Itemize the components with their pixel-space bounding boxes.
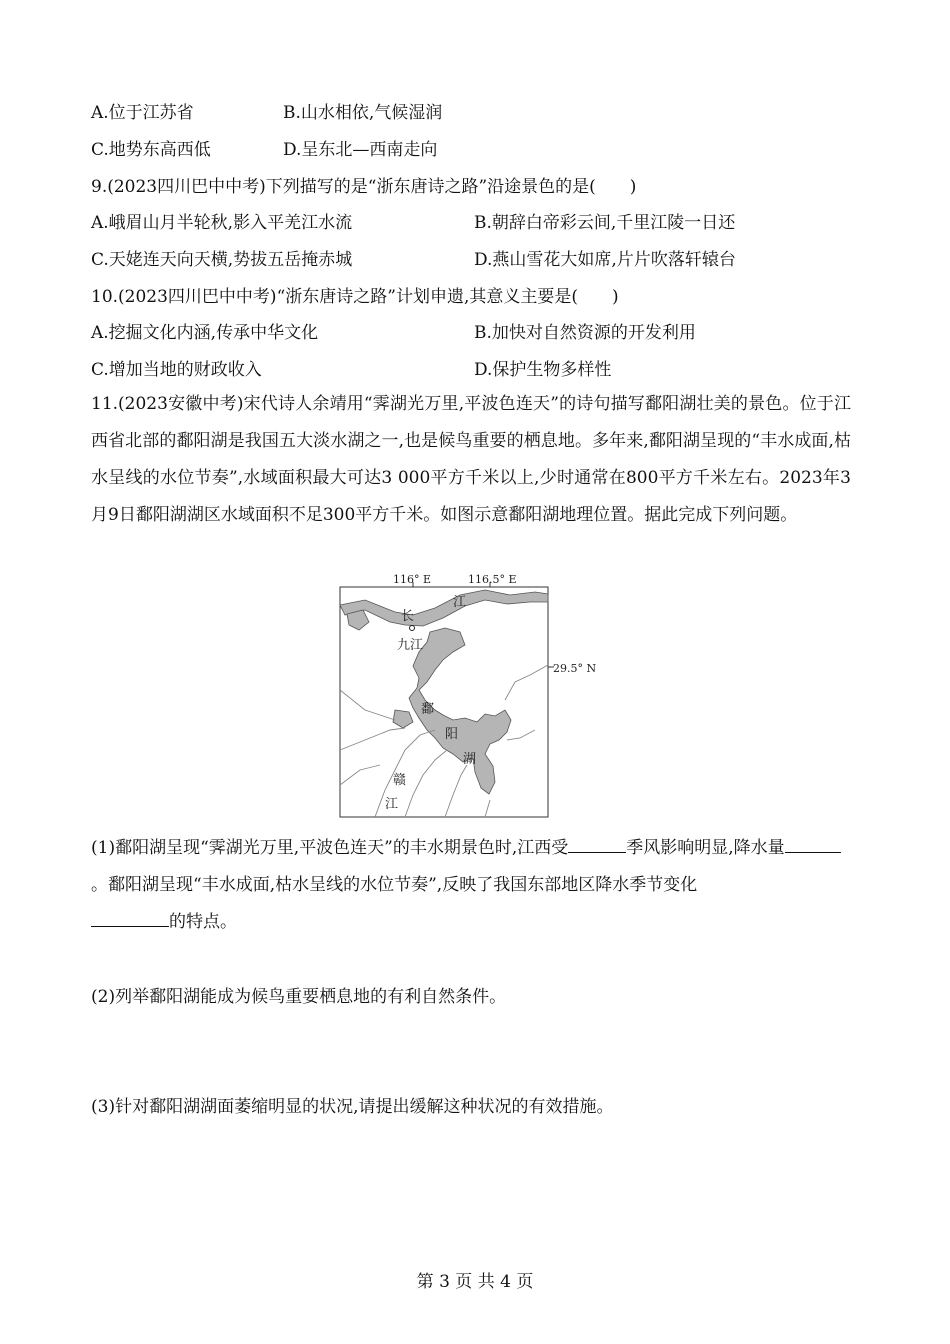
map-frame — [340, 587, 548, 817]
q9-option-b: B.朝辞白帝彩云间,千里江陵一日还 — [474, 213, 736, 233]
q11-sub1-part1: (1)鄱阳湖呈现“霁湖光万里,平波色连天”的丰水期景色时,江西受 — [91, 838, 569, 858]
poyang-label-po: 鄱 — [421, 702, 435, 717]
q10-option-a: A.挖掘文化内涵,传承中华文化 — [91, 323, 319, 343]
yangtze-river-shape — [340, 590, 548, 626]
q8-option-b: B.山水相依,气候湿润 — [283, 103, 443, 123]
poyang-label-hu: 湖 — [463, 752, 477, 767]
q9-option-a: A.峨眉山月半轮秋,影入平羌江水流 — [91, 213, 353, 233]
q11-sub3: (3)针对鄱阳湖湖面萎缩明显的状况,请提出缓解这种状况的有效措施。 — [91, 1097, 614, 1117]
q10-stem: 10.(2023四川巴中中考)“浙东唐诗之路”计划申遗,其意义主要是( ) — [91, 287, 619, 307]
poyang-lake-map — [335, 570, 605, 822]
q9-stem: 9.(2023四川巴中中考)下列描写的是“浙东唐诗之路”沿途景色的是( ) — [91, 177, 637, 197]
q10-option-b: B.加快对自然资源的开发利用 — [474, 323, 696, 343]
yangtze-label-chang: 长 — [401, 609, 415, 624]
q11-sub1-part3: 。鄱阳湖呈现“丰水成面,枯水呈线的水位节奏”,反映了我国东部地区降水季节变化 — [91, 875, 698, 895]
q8-option-a: A.位于江苏省 — [91, 103, 194, 123]
latitude-29-5-label: 29.5° N — [553, 662, 597, 675]
ganjiang-label-jiang: 江 — [385, 797, 399, 812]
longitude-116-label: 116° E — [393, 573, 432, 586]
poyang-label-yang: 阳 — [445, 727, 459, 742]
blank-monsoon[interactable] — [568, 834, 626, 853]
longitude-116-5-label: 116.5° E — [468, 573, 517, 586]
q8-option-d: D.呈东北—西南走向 — [283, 140, 438, 160]
q10-option-d: D.保护生物多样性 — [474, 360, 612, 380]
q11-sub1-part4: 的特点。 — [169, 912, 237, 932]
jiujiang-label: 九江 — [397, 638, 424, 653]
ganjiang-label-gan: 赣 — [393, 773, 407, 788]
blank-precipitation[interactable] — [785, 834, 841, 853]
q11-stem: 11.(2023安徽中考)宋代诗人余靖用“霁湖光万里,平波色连天”的诗句描写鄱阳湖壮美的景色。位于江西省北部的鄱阳湖是我国五大淡水湖之一,也是候鸟重要的栖息地。多年来,鄱阳湖呈现的“丰水成面,枯水呈线的水位节奏”,水域面积最大可达3 000平方千米以上,少时通常在800平方千米左右。2023年3月9日鄱阳湖湖区水域面积不足300平方千米。如图示意鄱阳湖地理位置。据此完成下列问题。 — [91, 394, 851, 525]
q9-option-c: C.天姥连天向天横,势拔五岳掩赤城 — [91, 250, 353, 270]
q11-sub1-part2: 季风影响明显,降水量 — [626, 838, 785, 858]
page-footer: 第 3 页 共 4 页 — [416, 1272, 534, 1292]
q10-option-c: C.增加当地的财政收入 — [91, 360, 262, 380]
yangtze-label-jiang: 江 — [453, 595, 467, 610]
jiujiang-city-marker — [410, 626, 415, 631]
q11-sub2: (2)列举鄱阳湖能成为候鸟重要栖息地的有利自然条件。 — [91, 987, 507, 1007]
q9-option-d: D.燕山雪花大如席,片片吹落轩辕台 — [474, 250, 736, 270]
blank-seasonal-change[interactable] — [91, 908, 169, 927]
q8-option-c: C.地势东高西低 — [91, 140, 211, 160]
q11-sub1 — [91, 830, 851, 941]
